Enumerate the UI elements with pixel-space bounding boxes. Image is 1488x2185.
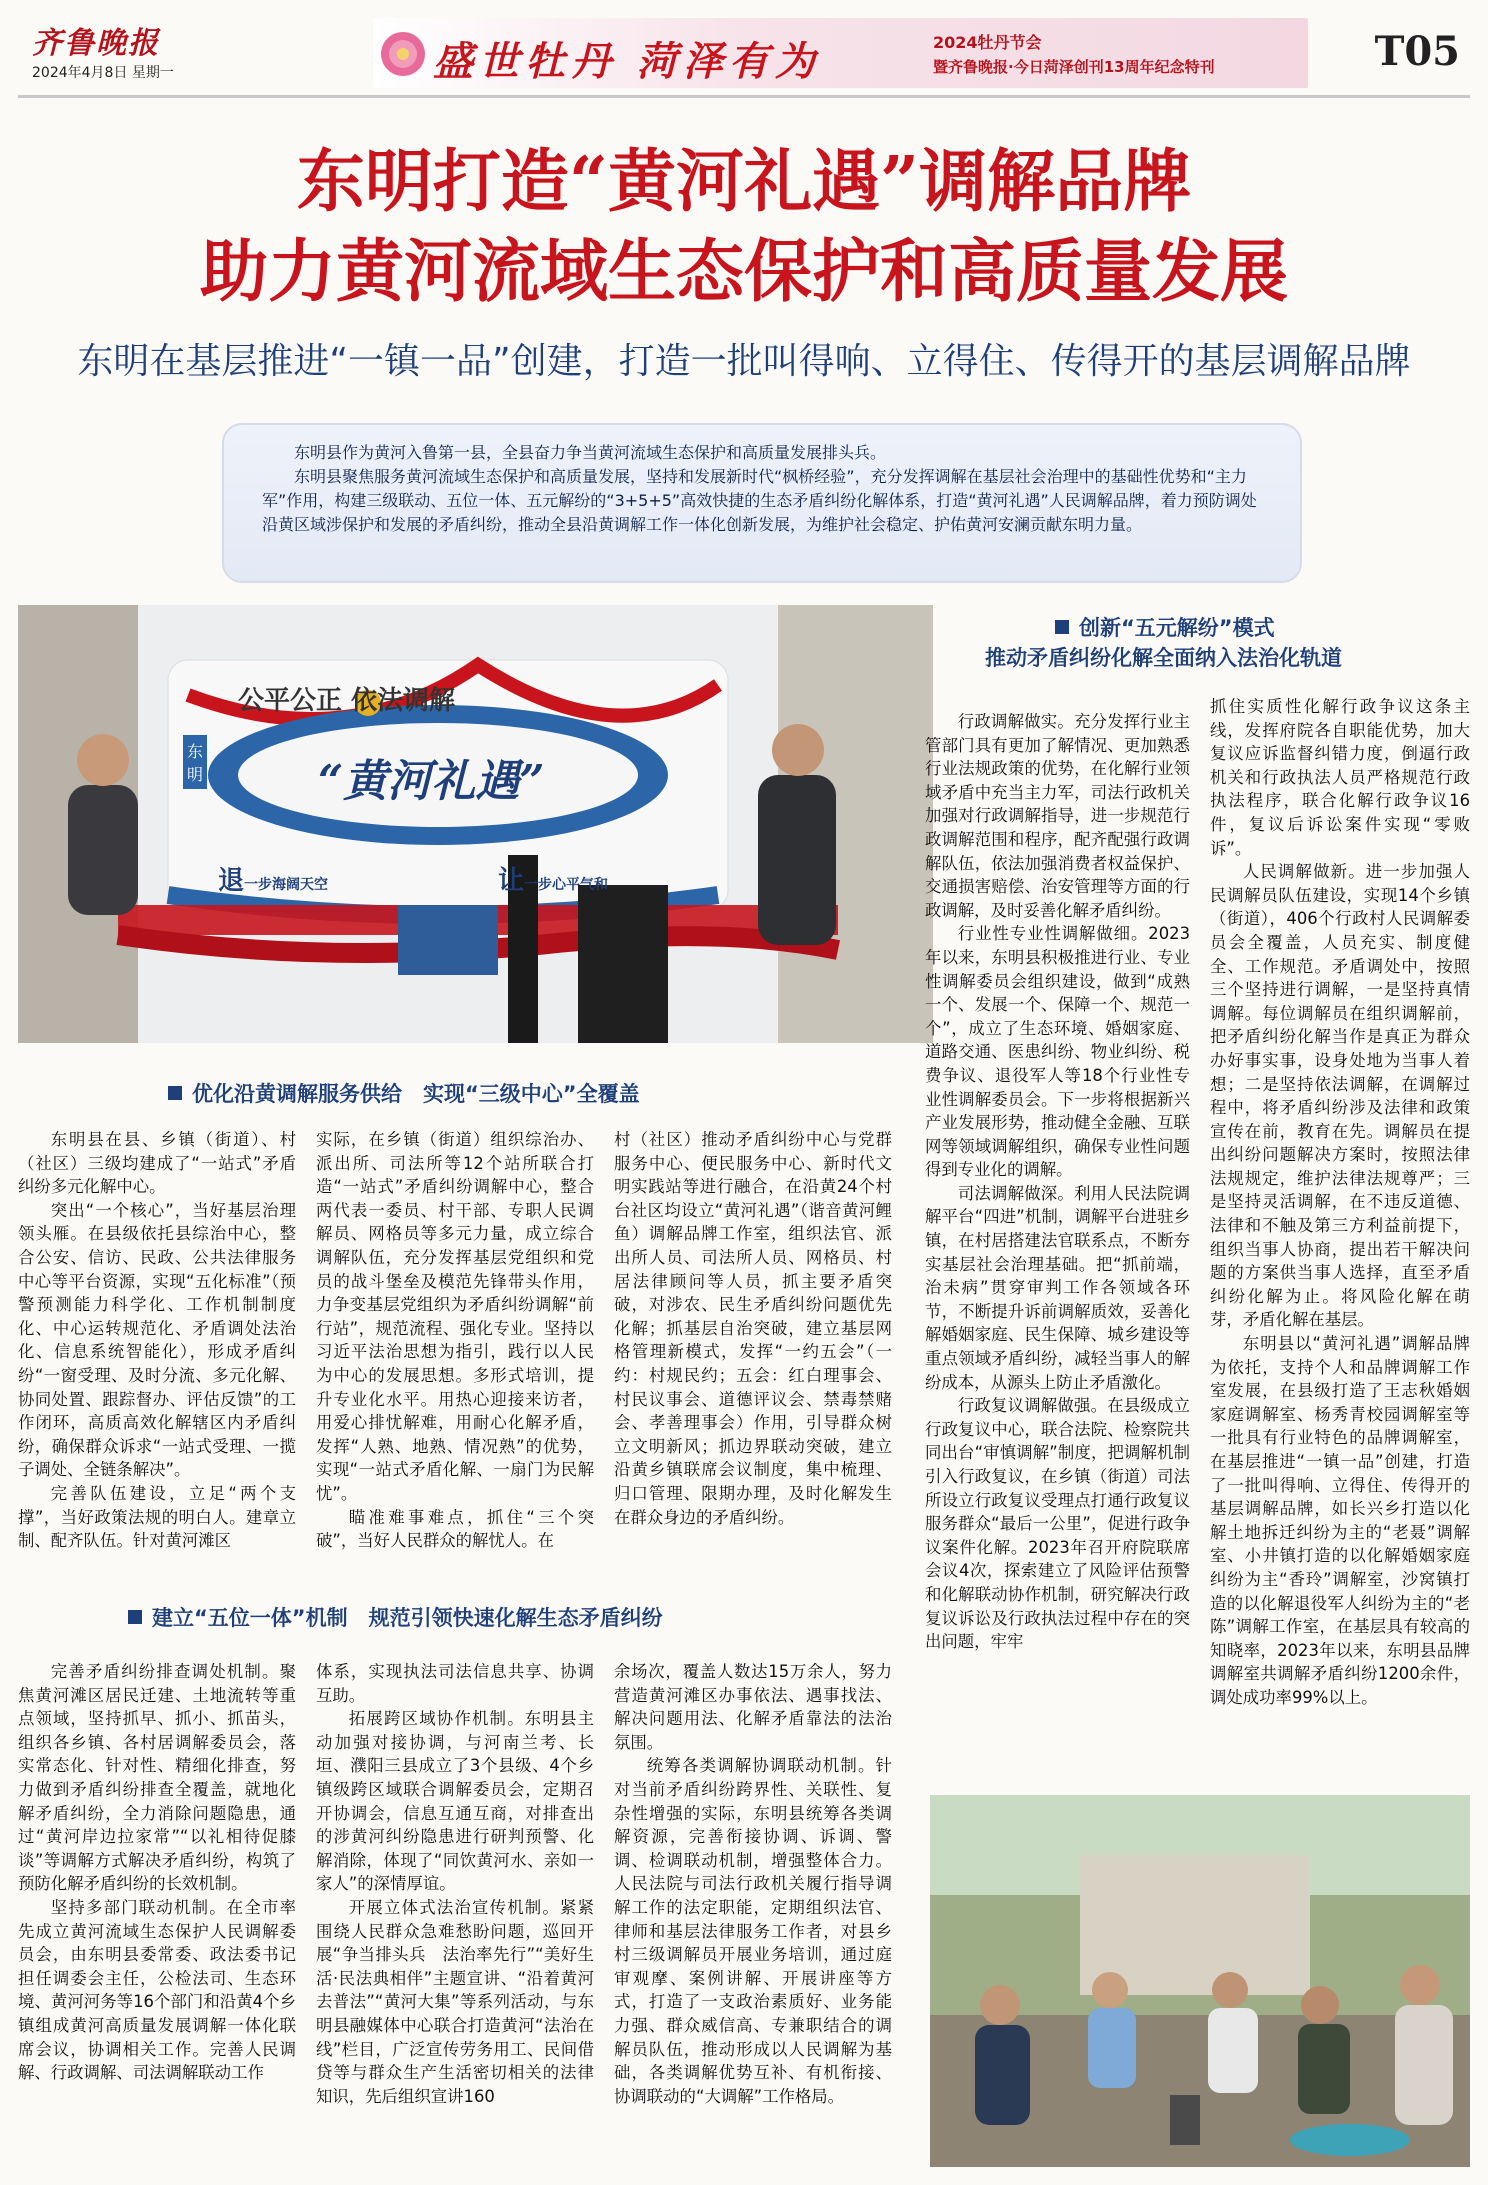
section3-title [1055, 612, 1275, 642]
section2-title-text: 建立“五位一体”机制 规范引领快速化解生态矛盾纠纷 [152, 1606, 663, 1630]
intro-box [222, 423, 1302, 583]
motto-right-text: 一步心平气和 [524, 877, 609, 893]
paragraph: 完善矛盾纠纷排查调处机制。聚焦黄河滩区居民迁建、土地流转等重点领域，坚持抓早、抓小、抓苗头，组织各乡镇、各村居调解委员会，落实常态化、针对性、精细化排查，努力做到矛盾纠纷排查全覆盖，就地化解矛盾纠纷，全力消除问题隐患，通过“黄河岸边拉家常”“以礼相待促膝谈”等调解方式解决矛盾纠纷，构筑了预防化解矛盾纠纷的长效机制。 [18, 1662, 296, 1894]
banner-slogan: 盛世牡丹 菏泽有为 [433, 38, 821, 85]
headline-line2: 助力黄河流域生态保护和高质量发展 [199, 232, 1288, 312]
intro-paragraph: 东明县聚焦服务黄河流域生态保护和高质量发展，坚持和发展新时代“枫桥经验”，充分发挥调解在基层社会治理中的基础性优势和“主力军”作用，构建三级联动、五位一体、五元解纷的“3+5+5”高效快捷的生态矛盾纠纷化解体系，打造“黄河礼遇”人民调解品牌，着力预防调处沿黄区域涉保护和发展的矛盾纠纷，推动全县沿黄调解工作一体化创新发展，为维护社会稳定、护佑黄河安澜贡献东明力量。 [262, 467, 1257, 534]
section1-column3 [614, 1128, 892, 1529]
newspaper-logo: 齐鲁晚报 [32, 26, 160, 61]
section1-title [168, 1078, 640, 1108]
paragraph: 行业性专业性调解做细。2023年以来，东明县积极推进行业、专业性调解委员会组织建设，做到“成熟一个、发展一个、保障一个、规范一个”，成立了生态环境、婚姻家庭、道路交通、医患纠纷、物业纠纷、税费争议、退役军人等18个行业性专业性调解委员会。下一步将根据新兴产业发展形势，推动健全金融、互联网等领域调解组织，确保专业性问题得到专业化的调解。 [925, 924, 1190, 1180]
section3-column1 [925, 710, 1190, 1654]
section2-column1 [18, 1660, 296, 2085]
paragraph: 行政复议调解做强。在县级成立行政复议中心，联合法院、检察院共同出台“审慎调解”制度，把调解机制引入行政复议，在乡镇（街道）司法所设立行政复议受理点打通行政复议服务群众“最后一公里”，促进行政争议案件化解。2023年召开府院联席会议4次，探索建立了风险评估预警和化解联动协作机制，研究解决行政复议诉讼及行政执法过程中存在的突出问题，牢牢 [925, 1396, 1190, 1652]
motto-left-text: 一步海阔天空 [244, 877, 329, 893]
motto-left-char: 退 [218, 866, 245, 896]
banner-special-line1: 2024牡丹节会 [933, 33, 1042, 52]
paragraph: 统筹各类调解协调联动机制。针对当前矛盾纠纷跨界性、关联性、复杂性增强的实际，东明县统筹各类调解资源，完善衔接协调、诉调、警调、检调联动机制，增强整体合力。人民法院与司法行政机关履行指导调解工作的法定职能，定期组织法官、律师和基层法律服务工作者，对县乡村三级调解员开展业务培训，通过庭审观摩、案例讲解、开展讲座等方式，打造了一支政治素质好、业务能力强、群众威信高、专兼职结合的调解员队伍，推动形成以人民调解为基础，各类调解优势互补、有机衔接、协调联动的“大调解”工作格局。 [614, 1756, 892, 2106]
paragraph: 东明县在县、乡镇（街道）、村（社区）三级均建成了“一站式”矛盾纠纷多元化解中心。 [18, 1130, 296, 1197]
square-bullet-icon [1055, 620, 1069, 634]
paragraph: 抓住实质性化解行政争议这条主线，发挥府院各自职能优势，加大复议应诉监督纠错力度，倒逼行政机关和行政执法人员严格规范行政执法程序，联合化解行政争议16件，复议后诉讼案件实现“零败诉”。 [1210, 697, 1470, 858]
subtitle: 东明在基层推进“一镇一品”创建，打造一批叫得响、立得住、传得开的基层调解品牌 [77, 341, 1411, 382]
special-banner [373, 18, 1308, 88]
paragraph: 瞄准难事难点，抓住“三个突破”，当好人民群众的解忧人。在 [316, 1507, 594, 1551]
headline-line1: 东明打造“黄河礼遇”调解品牌 [296, 142, 1192, 222]
motto-right-char: 让 [498, 866, 525, 896]
motto-right [498, 860, 608, 897]
paragraph: 余场次，覆盖人数达15万余人，努力营造黄河滩区办事依法、遇事找法、解决问题用法、化解矛盾靠法的法治氛围。 [614, 1662, 892, 1752]
square-bullet-icon [168, 1086, 182, 1100]
intro-paragraph: 东明县作为黄河入鲁第一县，全县奋力争当黄河流域生态保护和高质量发展排头兵。 [294, 443, 887, 462]
paragraph: 人民调解做新。进一步加强人民调解员队伍建设，实现14个乡镇（街道），406个行政村人民调解委员会全覆盖，人员充实、制度健全、工作规范。矛盾调处中，按照三个坚持进行调解，一是坚持真情调解。每位调解员在组织调解前，把矛盾纠纷化解当作是真正为群众办好事实事，设身处地为当事人着想；二是坚持依法调解，在调解过程中，将矛盾纠纷涉及法律和政策宣传在前，教育在先。调解员在提出纠纷问题解决方案时，按照法律法规规定，维护法律法规尊严；三是坚持灵活调解，在不违反道德、法律和不触及第三方利益前提下，组织当事人协商，提出若干解决问题的方案供当事人选择，直至矛盾纠纷化解为止。将风险化解在萌芽，矛盾化解在基层。 [1210, 862, 1470, 1330]
paragraph: 司法调解做深。利用人民法院调解平台“四进”机制，调解平台进驻乡镇，在村居搭建法官联系点，不断夯实基层社会治理基础。把“抓前端，治未病”贯穿审判工作各领域各环节，不断提升诉前调解质效，妥善化解婚姻家庭、民生保障、城乡建设等重点领域矛盾纠纷，减轻当事人的解纷成本，从源头上防止矛盾激化。 [925, 1183, 1190, 1392]
banner-special-line2: 暨齐鲁晚报·今日菏泽创刊13周年纪念特刊 [933, 58, 1215, 76]
section2-title [128, 1602, 663, 1632]
paragraph: 坚持多部门联动机制。在全市率先成立黄河流域生态保护人民调解委员会，由东明县委常委、政法委书记担任调委会主任，公检法司、生态环境、黄河河务等16个部门和沿黄4个乡镇组成黄河高质量发展调解一体化联席会议，协调相关工作。完善人民调解、行政调解、司法调解联动工作 [18, 1897, 296, 2083]
masthead-rule [18, 95, 1470, 98]
unveiling-scene [18, 605, 933, 1043]
side-tag: 东明 [183, 735, 207, 789]
section1-title-text: 优化沿黄调解服务供给 实现“三级中心”全覆盖 [192, 1082, 640, 1106]
issue-date: 2024年4月8日 星期一 [32, 65, 174, 81]
masthead [18, 12, 1470, 92]
section3-title-line1: 创新“五元解纷”模式 [1079, 616, 1275, 640]
paragraph: 实际，在乡镇（街道）组织综治办、派出所、司法所等12个站所联合打造“一站式”矛盾纠纷调解中心，整合两代表一委员、村干部、专职人民调解员、网格员等多元力量，成立综合调解队伍，充分发挥基层党组织和党员的战斗堡垒及模范先锋带头作用，力争变基层党组织为矛盾纠纷调解“前行站”，规范流程、强化专业。坚持以习近平法治思想为指引，践行以人民为中心的发展思想。多形式培训，提升专业化水平。用热心迎接来访者，用爱心排忧解难，用耐心化解矛盾，发挥“人熟、地熟、情况熟”的优势，实现“一站式矛盾化解、一扇门为民解忧”。 [316, 1130, 594, 1503]
paragraph: 村（社区）推动矛盾纠纷中心与党群服务中心、便民服务中心、新时代文明实践站等进行融合，在沿黄24个村台社区均设立“黄河礼遇”（谐音黄河鲤鱼）调解品牌工作室，组织法官、派出所人员、司法所人员、网格员、村居法律顾问等人员，抓主要矛盾突破，对涉农、民生矛盾纠纷问题优先化解；抓基层自治突破，建立基层网格管理新模式，发挥“一约五会”（一约：村规民约；五会：红白理事会、村民议事会、道德评议会、禁毒禁赌会、孝善理事会）作用，引导群众树立文明新风；抓边界联动突破，建立沿黄乡镇联席会议制度，集中梳理、归口管理、限期办理，及时化解发生在群众身边的矛盾纠纷。 [614, 1130, 892, 1527]
section3-column2 [1210, 695, 1470, 1710]
motto-left [218, 860, 328, 897]
paragraph: 行政调解做实。充分发挥行业主管部门具有更加了解情况、更加熟悉行业法规政策的优势，在化解行业领域矛盾中充当主力军，司法行政机关加强对行政调解指导，进一步规范行政调解范围和程序，配齐配强行政调解队伍，依法加强消费者权益保护、交通损害赔偿、治安管理等方面的行政调解，及时妥善化解矛盾纠纷。 [925, 712, 1190, 920]
section2-column3 [614, 1660, 892, 2108]
paragraph: 开展立体式法治宣传机制。紧紧围绕人民群众急难愁盼问题，巡回开展“争当排头兵 法治率先行”“美好生活·民法典相伴”主题宣讲、“沿着黄河去普法”“黄河大集”等系列活动，与东明县融媒体中心联合打造黄河“法治在线”栏目，广泛宣传劳务用工、民间借贷等与群众生产生活密切相关的法律知识，先后组织宣讲160 [316, 1897, 594, 2106]
section3-subtitle: 推动矛盾纠纷化解全面纳入法治化轨道 [985, 646, 1342, 670]
mediation-scene [930, 1795, 1470, 2167]
wall-top-text: 公平公正 依法调解 [238, 686, 456, 716]
photo-unveiling [18, 605, 933, 1043]
section2-column2 [316, 1660, 594, 2108]
paragraph: 突出“一个核心”，当好基层治理领头雁。在县级依托县综治中心，整合公安、信访、民政、公共法律服务中心等平台资源，实现“五化标准”（预警预测能力科学化、工作机制制度化、中心运转规范化、矛盾调处法治化、信息系统智能化），形成矛盾纠纷“一窗受理、及时分流、多元化解、协同处置、跟踪督办、评估反馈”的工作闭环，高质高效化解辖区内矛盾纠纷，确保群众诉求“一站式受理、一揽子调处、全链条解决”。 [18, 1200, 296, 1480]
section1-column1 [18, 1128, 296, 1553]
brand-sign: “黄河礼遇” [318, 756, 545, 807]
paragraph: 体系，实现执法司法信息共享、协调互助。 [316, 1662, 594, 1705]
peony-icon [373, 18, 433, 88]
paragraph: 拓展跨区域协作机制。东明县主动加强对接协调，与河南兰考、长垣、濮阳三县成立了3个县级、4个乡镇级跨区域联合调解委员会，定期召开协调会，信息互通互商，对排查出的涉黄河纠纷隐患进行研判预警、化解消除，体现了“同饮黄河水、亲如一家人”的深情厚谊。 [316, 1709, 594, 1894]
paragraph: 东明县以“黄河礼遇”调解品牌为依托，支持个人和品牌调解工作室发展，在县级打造了王志秋婚姻家庭调解室、杨秀青校园调解室等一批具有行业特色的品牌调解室，在基层推进“一镇一品”创建，打造了一批叫得响、立得住、传得开的基层调解品牌，如长兴乡打造以化解土地拆迁纠纷为主的“老聂”调解室、小井镇打造的以化解婚姻家庭纠纷为主“香玲”调解室，沙窝镇打造的以化解退役军人纠纷为主的“老陈”调解工作室，在基层具有较高的知晓率，2023年以来，东明县品牌调解室共调解矛盾纠纷1200余件，调处成功率99%以上。 [1210, 1334, 1470, 1707]
section1-column2 [316, 1128, 594, 1553]
photo-mediation-outdoor [930, 1795, 1470, 2167]
paragraph: 完善队伍建设，立足“两个支撑”，当好政策法规的明白人。建章立制、配齐队伍。针对黄河滩区 [18, 1483, 296, 1551]
square-bullet-icon [128, 1610, 142, 1624]
page-number: T05 [1374, 28, 1460, 75]
